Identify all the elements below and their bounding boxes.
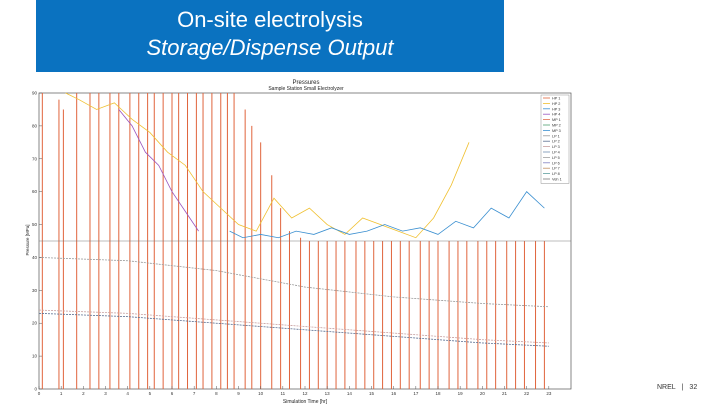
footer-separator: | (681, 384, 684, 391)
y-tick-label: 10 (31, 353, 37, 359)
x-tick-label: 10 (258, 391, 264, 396)
slide-subtitle: Storage/Dispense Output (146, 35, 394, 60)
legend-label: LP 8 (552, 172, 560, 177)
x-tick-label: 0 (37, 391, 41, 396)
y-tick-label: 90 (31, 90, 37, 96)
series-hp-4 (230, 192, 545, 238)
x-tick-label: 22 (524, 391, 530, 396)
x-tick-label: 8 (215, 391, 218, 396)
x-tick-label: 15 (368, 391, 375, 396)
legend-label: LP 3 (552, 145, 560, 150)
y-axis-label: Pressure [MPa] (25, 224, 30, 256)
slide-footer (657, 384, 701, 391)
x-tick-label: 4 (126, 391, 129, 396)
x-tick-label: 13 (324, 391, 330, 396)
series-layer (39, 93, 571, 389)
x-tick-label: 17 (413, 391, 419, 396)
x-tick-label: 21 (501, 391, 508, 396)
legend-label: MP 3 (552, 128, 561, 133)
x-tick-label: 16 (391, 391, 397, 396)
legend-label: MP 1 (552, 118, 561, 123)
y-tick-label: 0 (34, 386, 37, 392)
legend-label: Veh 1 (552, 177, 562, 182)
series-lp-3 (39, 310, 549, 343)
x-tick-label: 12 (302, 391, 308, 396)
legend-label: HP 1 (552, 96, 561, 101)
y-tick-label: 30 (31, 287, 37, 293)
series-lp-1 (39, 257, 549, 306)
series-hp-2 (66, 93, 469, 238)
y-tick-label: 20 (31, 320, 37, 326)
legend-label: HP 2 (552, 101, 561, 106)
legend-label: HP 4 (552, 112, 561, 117)
x-tick-label: 2 (82, 391, 85, 396)
legend-label: LP 2 (552, 139, 560, 144)
x-tick-label: 1 (59, 391, 63, 396)
legend-label: HP 3 (552, 107, 561, 112)
y-tick-label: 50 (31, 222, 37, 228)
series-lp-2 (39, 313, 549, 346)
x-axis-label: Simulation Time [hr] (282, 399, 328, 405)
legend (541, 95, 569, 183)
legend-label: MP 2 (552, 123, 561, 128)
series-mp-1 (119, 109, 199, 231)
legend-label: LP 4 (552, 150, 560, 155)
slide-title: On-site electrolysis (177, 7, 363, 32)
x-tick-label: 20 (479, 391, 485, 396)
legend-label: LP 7 (552, 166, 560, 171)
x-tick-label: 3 (104, 391, 107, 396)
org-label: NREL (657, 384, 676, 391)
x-tick-label: 18 (435, 391, 441, 396)
x-tick-label: 7 (192, 391, 196, 396)
y-tick-label: 40 (31, 254, 37, 260)
legend-label: LP 1 (552, 134, 560, 139)
x-tick-label: 9 (237, 391, 240, 396)
x-tick-label: 6 (170, 391, 174, 396)
y-tick-label: 80 (31, 123, 37, 129)
x-tick-label: 14 (346, 391, 352, 396)
x-tick-label: 5 (148, 391, 152, 396)
legend-label: LP 5 (552, 155, 560, 160)
chart-subtitle: Sample Station Small Electrolyzer (268, 86, 344, 92)
y-tick-label: 60 (31, 189, 37, 195)
x-tick-label: 23 (546, 391, 552, 396)
legend-label: LP 6 (552, 161, 560, 166)
y-tick-label: 70 (31, 156, 37, 162)
page-number: 32 (689, 384, 698, 391)
x-tick-label: 19 (457, 391, 463, 396)
x-tick-label: 11 (280, 391, 286, 396)
chart-title: Pressures (292, 80, 320, 86)
